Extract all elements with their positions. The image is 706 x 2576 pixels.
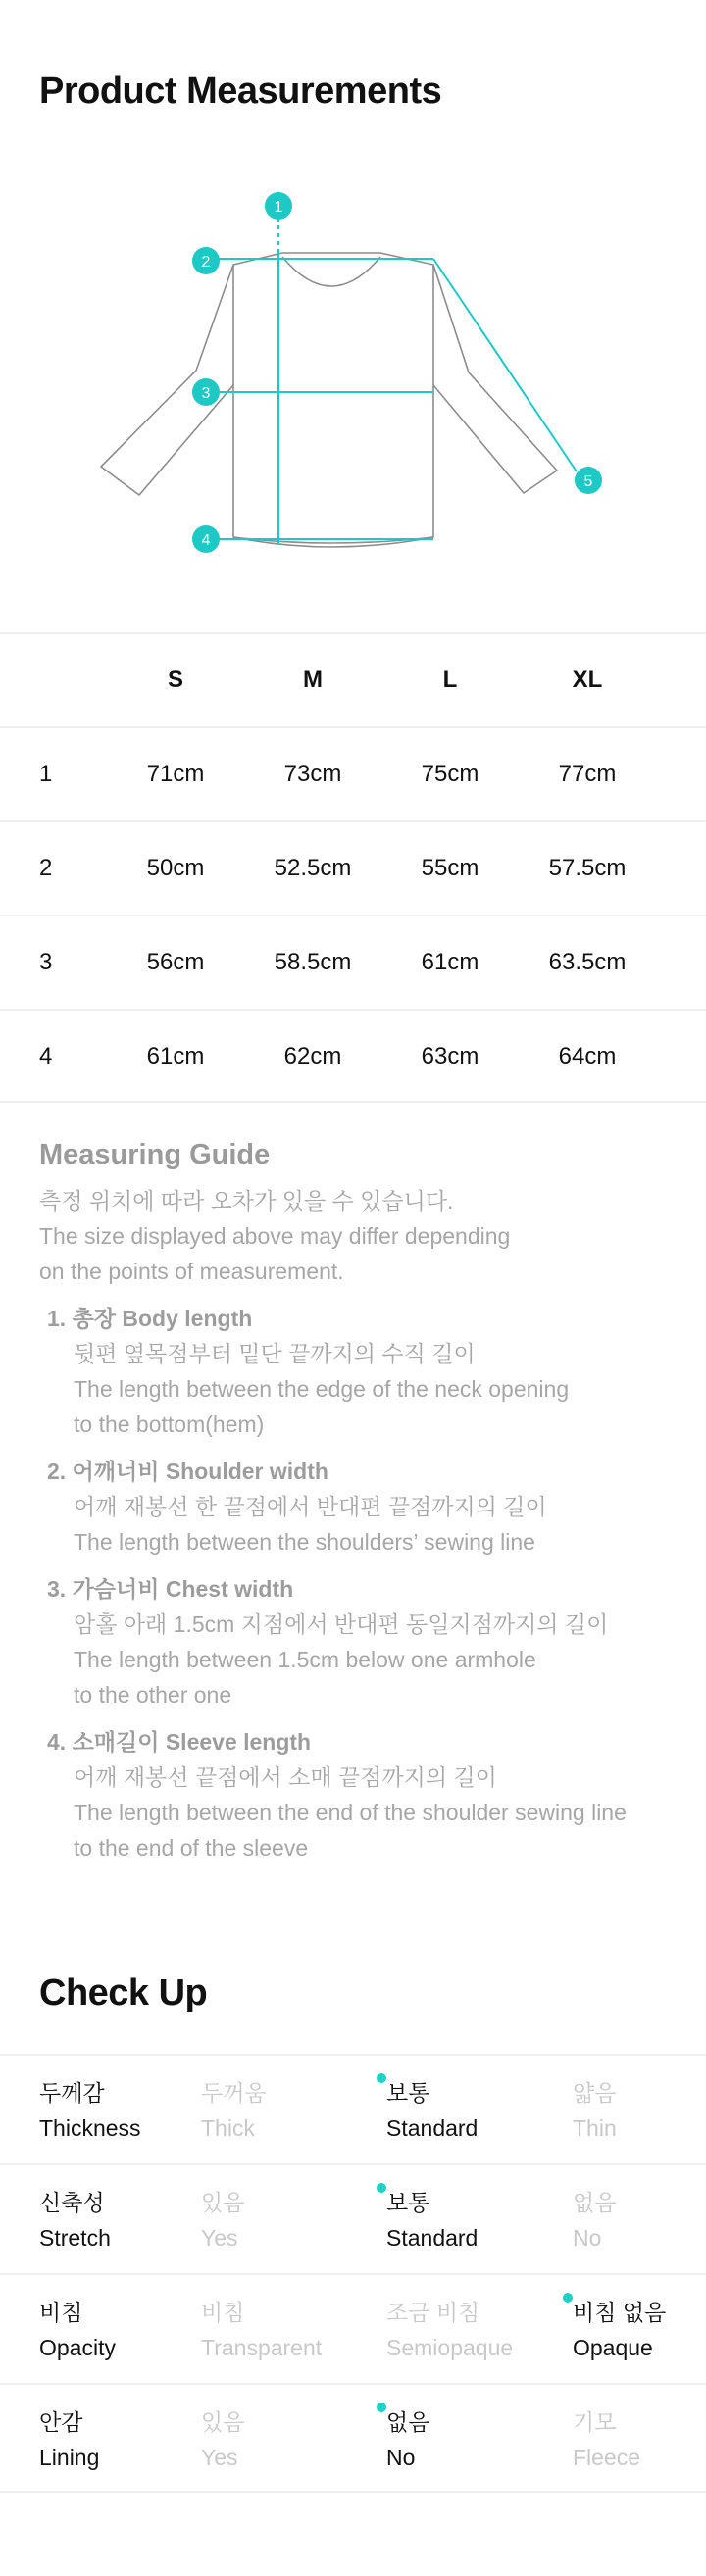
option-english: Standard — [386, 2225, 479, 2251]
shirt-body-outline — [101, 253, 557, 547]
label-english: Opacity — [39, 2335, 116, 2360]
selected-dot-icon — [563, 2293, 573, 2303]
option-korean: 조금 비침 — [386, 2300, 480, 2325]
markers — [192, 192, 602, 553]
checkup-row-label — [39, 2075, 141, 2146]
table-cell: 61cm — [146, 1043, 205, 1069]
table-cell: 62cm — [283, 1043, 342, 1069]
checkup-row — [0, 2273, 706, 2383]
option-english: Semiopaque — [386, 2335, 514, 2360]
option-english: No — [573, 2225, 602, 2251]
option-korean: 보통 — [386, 2190, 430, 2215]
option-korean: 기모 — [573, 2409, 617, 2435]
guide-item-line: The length between the end of the shoulder sewing line — [74, 1800, 627, 1825]
option-korean: 비침 — [201, 2300, 245, 2325]
checkup-row — [0, 2163, 706, 2273]
checkup-option — [573, 2404, 640, 2475]
row-label: 3 — [39, 949, 53, 975]
table-cell: 61cm — [421, 949, 479, 975]
marker-3-label: 3 — [201, 385, 211, 402]
guide-item-heading: 3. 가슴너비 Chest width — [47, 1576, 294, 1602]
row-label: 2 — [39, 855, 53, 881]
guide-item-line: 뒷편 옆목점부터 밑단 끝까지의 수직 길이 — [74, 1341, 476, 1366]
row-label: 4 — [39, 1043, 53, 1069]
table-cell: 52.5cm — [274, 855, 352, 881]
table-cell: 55cm — [421, 855, 479, 881]
option-english: Standard — [386, 2115, 479, 2141]
checkup-option-selected — [386, 2185, 478, 2255]
option-english: Yes — [201, 2445, 238, 2470]
row-label: 1 — [39, 761, 53, 787]
measurement-diagram — [0, 176, 706, 588]
table-cell: 77cm — [558, 761, 617, 787]
guide-item-chest-width — [39, 1571, 686, 1712]
table-cell: 75cm — [421, 761, 479, 787]
table-cell: 64cm — [558, 1043, 617, 1069]
table-cell: 58.5cm — [274, 949, 352, 975]
page-title: Product Measurements — [39, 71, 442, 112]
guide-item-line: to the other one — [74, 1682, 232, 1708]
marker-2 — [192, 247, 220, 274]
label-korean: 두께감 — [39, 2080, 105, 2105]
guide-item-sleeve-length — [39, 1724, 686, 1865]
guide-item-heading: 4. 소매길이 Sleeve length — [47, 1729, 312, 1755]
guide-intro-line: on the points of measurement. — [39, 1259, 344, 1284]
shirt-neck — [282, 257, 380, 286]
table-cell: 63cm — [421, 1043, 479, 1069]
table-row — [0, 1009, 706, 1103]
checkup-option — [573, 2075, 617, 2146]
checkup-option — [201, 2185, 244, 2255]
checkup-row-label — [39, 2404, 99, 2475]
marker-3 — [192, 378, 220, 406]
header-size-l: L — [442, 667, 458, 693]
marker-2-label: 2 — [201, 254, 211, 271]
marker-1 — [265, 192, 292, 220]
checkup-option — [201, 2075, 267, 2146]
table-cell: 50cm — [146, 855, 205, 881]
marker-1-label: 1 — [274, 199, 283, 216]
option-korean: 보통 — [386, 2080, 430, 2105]
marker-5-label: 5 — [583, 473, 593, 490]
option-english: Thick — [201, 2115, 255, 2141]
guide-item-heading: 1. 총장 Body length — [47, 1306, 253, 1331]
measuring-guide — [39, 1139, 686, 1865]
size-table — [0, 632, 706, 1103]
guide-title: Measuring Guide — [39, 1139, 271, 1170]
guide-item-line: 어깨 재봉선 한 끝점에서 반대편 끝점까지의 길이 — [74, 1494, 547, 1519]
marker-4 — [192, 525, 220, 553]
option-english: Yes — [201, 2225, 238, 2251]
checkup-option — [201, 2404, 244, 2475]
marker-4-label: 4 — [201, 532, 211, 549]
guide-item-line: to the bottom(hem) — [74, 1412, 265, 1437]
table-cell: 63.5cm — [548, 949, 627, 975]
table-cell: 57.5cm — [548, 855, 627, 881]
table-row — [0, 820, 706, 915]
guide-item-line: to the end of the sleeve — [74, 1835, 309, 1860]
header-size-s: S — [167, 667, 183, 693]
label-english: Lining — [39, 2445, 100, 2470]
option-korean: 얇음 — [573, 2080, 617, 2105]
option-english: Transparent — [201, 2335, 323, 2360]
selected-dot-icon — [377, 2073, 386, 2083]
marker-5 — [575, 467, 602, 494]
option-english: Opaque — [573, 2335, 653, 2360]
checkup-row-label — [39, 2185, 111, 2255]
table-cell: 56cm — [146, 949, 205, 975]
option-english: Fleece — [573, 2445, 641, 2470]
option-korean: 비침 없음 — [573, 2300, 667, 2325]
checkup-table — [0, 2054, 706, 2493]
checkup-row — [0, 2383, 706, 2493]
header-size-xl: XL — [572, 667, 603, 693]
option-korean: 있음 — [201, 2409, 245, 2435]
guide-item-heading: 2. 어깨너비 Shoulder width — [47, 1459, 328, 1484]
label-english: Stretch — [39, 2225, 111, 2251]
guide-item-shoulder-width — [39, 1454, 686, 1560]
table-row — [0, 726, 706, 820]
table-cell: 71cm — [146, 761, 205, 787]
size-table-header — [0, 632, 706, 726]
selected-dot-icon — [377, 2183, 386, 2193]
label-korean: 신축성 — [39, 2190, 105, 2215]
guide-item-line: 어깨 재봉선 끝점에서 소매 끝점까지의 길이 — [74, 1764, 497, 1790]
sleeve-line — [433, 259, 577, 471]
option-english: Thin — [573, 2115, 617, 2141]
checkup-option-selected — [386, 2075, 478, 2146]
table-cell: 73cm — [283, 761, 342, 787]
guide-item-line: The length between the edge of the neck opening — [74, 1376, 570, 1402]
label-korean: 비침 — [39, 2300, 83, 2325]
table-row — [0, 915, 706, 1009]
checkup-option — [573, 2185, 616, 2255]
checkup-option — [386, 2295, 513, 2365]
option-korean: 있음 — [201, 2190, 245, 2215]
option-korean: 없음 — [386, 2409, 430, 2435]
checkup-option-selected — [386, 2404, 429, 2475]
checkup-option-selected — [573, 2295, 666, 2365]
label-english: Thickness — [39, 2115, 141, 2141]
checkup-option — [201, 2295, 322, 2365]
guide-item-line: 암홀 아래 1.5cm 지점에서 반대편 동일지점까지의 길이 — [74, 1611, 609, 1637]
option-english: No — [386, 2445, 416, 2470]
checkup-title: Check Up — [39, 1972, 208, 2013]
guide-intro-line: 측정 위치에 따라 오차가 있을 수 있습니다. — [39, 1188, 454, 1214]
shirt-outline — [101, 253, 557, 547]
checkup-row-label — [39, 2295, 116, 2365]
selected-dot-icon — [377, 2403, 386, 2412]
option-korean: 없음 — [573, 2190, 617, 2215]
guide-item-body-length — [39, 1301, 686, 1442]
guide-item-line: The length between the shoulders’ sewing line — [74, 1529, 535, 1555]
option-korean: 두꺼움 — [201, 2080, 267, 2105]
measure-lines — [218, 218, 577, 544]
guide-item-line: The length between 1.5cm below one armhole — [74, 1647, 536, 1672]
checkup-row — [0, 2054, 706, 2163]
header-size-m: M — [303, 667, 323, 693]
guide-intro-line: The size displayed above may differ depending — [39, 1223, 511, 1249]
label-korean: 안감 — [39, 2409, 83, 2435]
